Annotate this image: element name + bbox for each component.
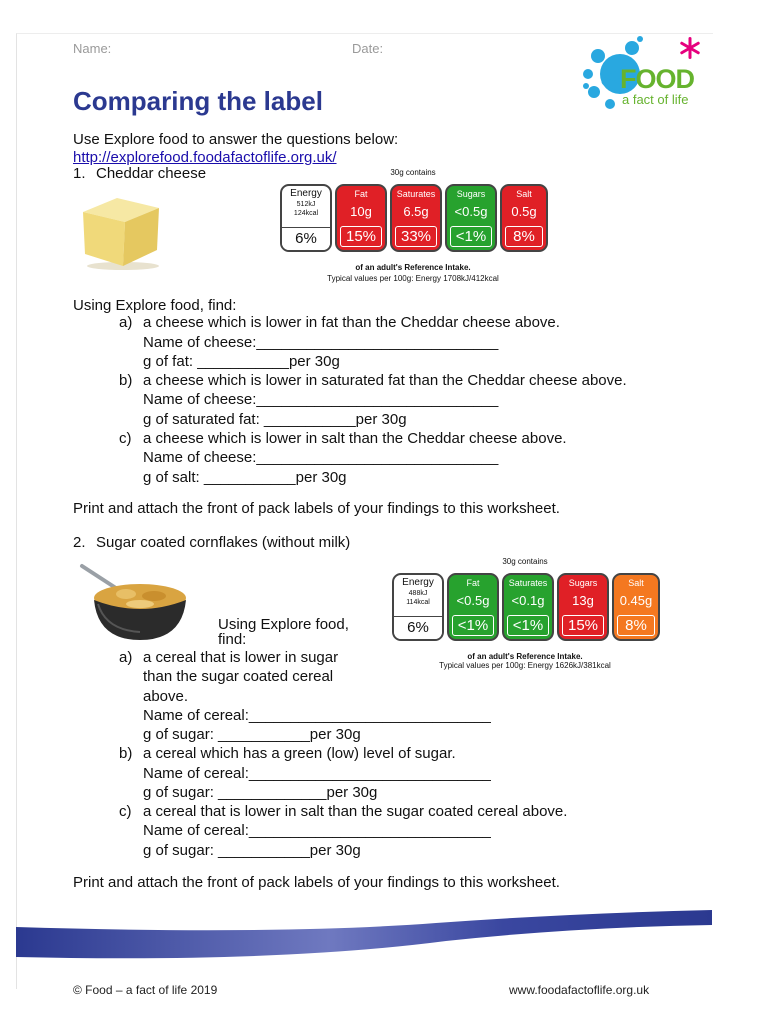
- q1-label-contains: 30g contains: [390, 168, 436, 177]
- q1-saturates-pct: 33%: [395, 226, 437, 247]
- q2-a-text-line1: a cereal that is lower in sugar: [143, 649, 339, 666]
- q2-energy-kcal: 114kcal: [406, 599, 430, 606]
- q1-c-grams-line[interactable]: g of salt: ___________per 30g: [143, 469, 347, 486]
- q2-c-name-line[interactable]: Name of cereal:_____________________________: [143, 822, 491, 839]
- q2-nutrition-label: [390, 555, 660, 675]
- q2-b-letter: b): [119, 745, 133, 762]
- footer-wave: [16, 905, 712, 975]
- logo-word: FOOD: [620, 64, 694, 94]
- footer-website: www.foodafactoflife.org.uk: [509, 983, 650, 997]
- cereal-bowl-image: [76, 558, 200, 644]
- q2-sugars-cell: [557, 573, 609, 641]
- q1-sugars-cell: [445, 184, 497, 252]
- q1-energy-cell: [280, 184, 332, 252]
- q2-saturates-label: Saturates: [508, 578, 548, 588]
- q1-sugars-pct: <1%: [450, 226, 492, 247]
- q1-a-grams-line[interactable]: g of fat: ___________per 30g: [143, 353, 340, 370]
- q2-number: 2.: [73, 534, 86, 551]
- q1-label-footnote: of an adult's Reference Intake.: [355, 263, 471, 272]
- q1-fat-label: Fat: [354, 189, 368, 199]
- q2-energy-kj: 488kJ: [408, 590, 428, 597]
- q1-salt-pct: 8%: [505, 226, 543, 247]
- intro-text: Use Explore food to answer the questions below:: [73, 131, 399, 148]
- food-a-fact-of-life-logo: [580, 34, 710, 114]
- q1-b-letter: b): [119, 372, 133, 389]
- q2-label-contains: 30g contains: [502, 557, 548, 566]
- q2-salt-label: Salt: [628, 578, 644, 588]
- name-label: Name:: [73, 41, 112, 56]
- q2-a-letter: a): [119, 649, 133, 666]
- q1-print-instruction: Print and attach the front of pack labels of your findings to this worksheet.: [73, 500, 560, 517]
- q1-fat-pct: 15%: [340, 226, 382, 247]
- q2-energy-pct: 6%: [394, 616, 442, 639]
- q1-fat-cell: [335, 184, 387, 252]
- q2-c-letter: c): [119, 803, 132, 820]
- explore-food-link[interactable]: http://explorefood.foodafactoflife.org.uk/: [73, 149, 337, 166]
- q1-b-grams-line[interactable]: g of saturated fat: ___________per 30g: [143, 411, 407, 428]
- q2-a-text-line3: above.: [143, 688, 189, 705]
- q1-a-letter: a): [119, 314, 133, 331]
- page-title: Comparing the label: [73, 86, 323, 116]
- q2-c-grams-line[interactable]: g of sugar: ___________per 30g: [143, 842, 361, 859]
- q2-instruction-line2: find:: [218, 631, 247, 648]
- logo-tagline: a fact of life: [622, 92, 689, 107]
- q1-sugars-label: Sugars: [456, 189, 486, 199]
- q1-b-text: a cheese which is lower in saturated fat than the Cheddar cheese above.: [143, 372, 627, 389]
- q1-a-name-line[interactable]: Name of cheese:_____________________________: [143, 334, 499, 351]
- q2-a-grams-line[interactable]: g of sugar: ___________per 30g: [143, 726, 361, 743]
- q2-fat-label: Fat: [466, 578, 480, 588]
- q1-saturates-cell: [390, 184, 442, 252]
- q2-sugars-label: Sugars: [568, 578, 598, 588]
- q1-label-typical: Typical values per 100g: Energy 1708kJ/412kcal: [327, 274, 499, 283]
- q1-energy-label: Energy: [290, 188, 322, 199]
- q1-salt-label: Salt: [516, 189, 532, 199]
- q1-nutrition-label: [278, 166, 548, 286]
- q2-b-grams-line[interactable]: g of sugar: _____________per 30g: [143, 784, 378, 801]
- q2-saturates-pct: <1%: [507, 615, 549, 636]
- q2-saturates-cell: [502, 573, 554, 641]
- q1-energy-kj: 512kJ: [296, 201, 316, 208]
- q1-energy-pct: 6%: [282, 227, 330, 250]
- q1-fat-value: 10g: [350, 204, 372, 219]
- q1-b-name-line[interactable]: Name of cheese:_____________________________: [143, 391, 499, 408]
- q1-c-name-line[interactable]: Name of cheese:_____________________________: [143, 449, 499, 466]
- q2-b-name-line[interactable]: Name of cereal:_____________________________: [143, 765, 491, 782]
- q2-sugars-value: 13g: [572, 593, 594, 608]
- q1-saturates-label: Saturates: [396, 189, 436, 199]
- q2-fat-pct: <1%: [452, 615, 494, 636]
- q1-c-text: a cheese which is lower in salt than the Cheddar cheese above.: [143, 430, 567, 447]
- q1-a-text: a cheese which is lower in fat than the Cheddar cheese above.: [143, 314, 560, 331]
- date-label: Date:: [352, 41, 384, 56]
- q1-energy-kcal: 124kcal: [293, 210, 319, 217]
- q2-salt-cell: [612, 573, 660, 641]
- q1-salt-value: 0.5g: [511, 204, 537, 219]
- q1-c-letter: c): [119, 430, 132, 447]
- q2-salt-value: 0.45g: [619, 593, 653, 608]
- q2-instruction-line1: Using Explore food,: [218, 616, 349, 633]
- q1-sugars-value: <0.5g: [454, 204, 488, 219]
- q2-label-footnote: of an adult's Reference Intake.: [467, 652, 583, 661]
- q2-heading: Sugar coated cornflakes (without milk): [96, 534, 351, 551]
- q2-a-name-line[interactable]: Name of cereal:_____________________________: [143, 707, 491, 724]
- q2-saturates-value: <0.1g: [511, 593, 545, 608]
- q2-label-typical: Typical values per 100g: Energy 1626kJ/381kcal: [439, 661, 611, 670]
- cheddar-cheese-image: [75, 192, 165, 272]
- q2-fat-value: <0.5g: [456, 593, 490, 608]
- q1-number: 1.: [73, 165, 86, 182]
- q2-energy-cell: [392, 573, 444, 641]
- q2-c-text: a cereal that is lower in salt than the sugar coated cereal above.: [143, 803, 568, 820]
- q1-salt-cell: [500, 184, 548, 252]
- q2-salt-pct: 8%: [617, 615, 655, 636]
- q2-a-text-line2: than the sugar coated cereal: [143, 668, 334, 685]
- q1-heading: Cheddar cheese: [96, 165, 207, 182]
- q1-saturates-value: 6.5g: [403, 204, 429, 219]
- q2-sugars-pct: 15%: [562, 615, 604, 636]
- q2-print-instruction: Print and attach the front of pack labels of your findings to this worksheet.: [73, 874, 560, 891]
- q2-b-text: a cereal which has a green (low) level of sugar.: [143, 745, 456, 762]
- footer-copyright: © Food – a fact of life 2019: [73, 983, 218, 997]
- q2-energy-label: Energy: [402, 577, 434, 588]
- q2-fat-cell: [447, 573, 499, 641]
- q1-instruction: Using Explore food, find:: [73, 297, 237, 314]
